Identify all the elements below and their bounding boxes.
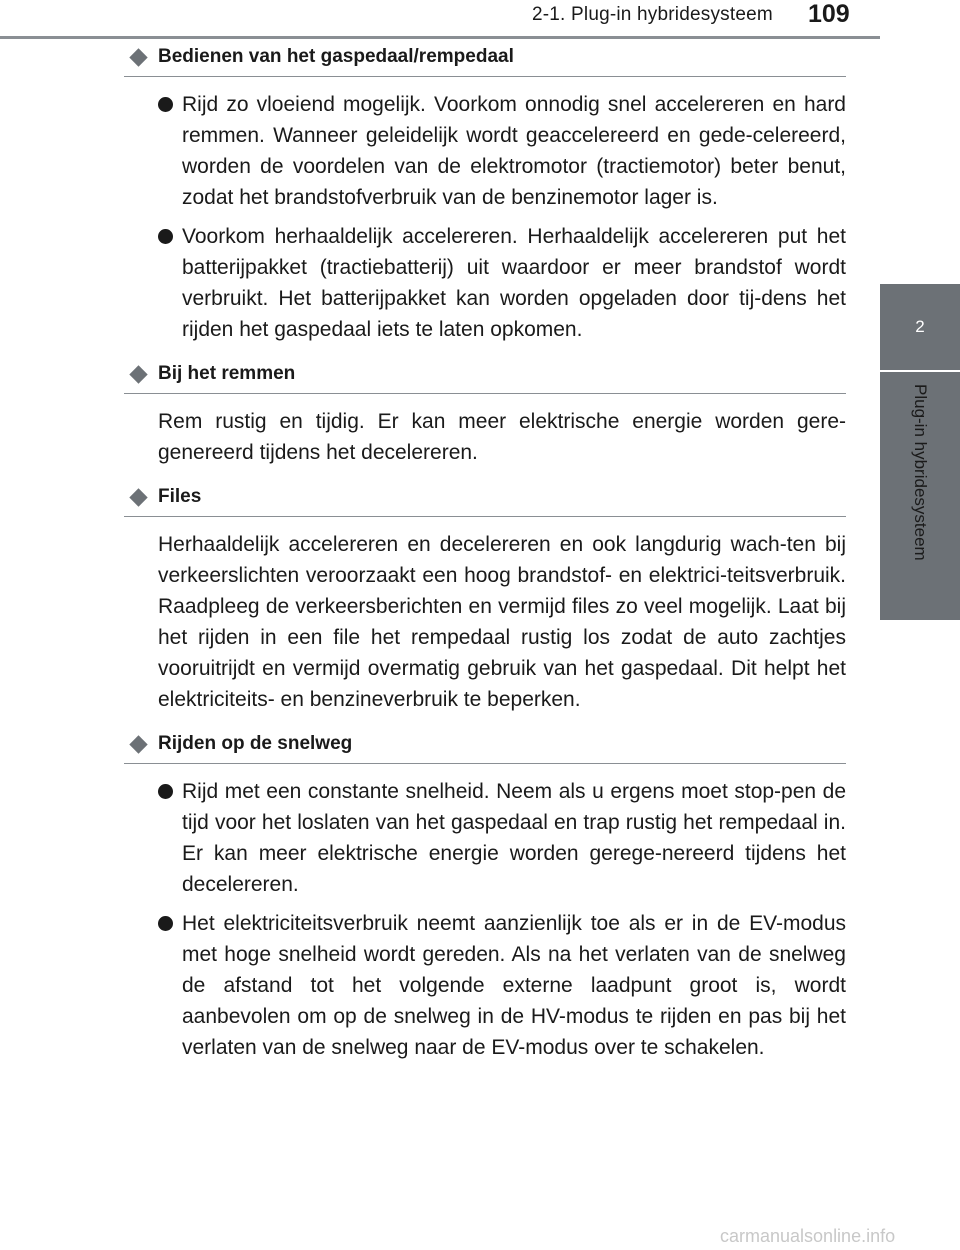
section-snelweg [124, 729, 846, 1063]
diamond-bullet-icon [129, 365, 147, 383]
section-heading-text: Files [158, 486, 202, 507]
chapter-tab-number[interactable]: 2 [880, 284, 960, 370]
section-remmen [124, 359, 846, 468]
section-heading-text: Rijden op de snelweg [158, 733, 353, 754]
list-item-text: Rijd zo vloeiend mogelijk. Voorkom onnodig snel accelereren en hard remmen. Wanneer geleidelijk wordt geaccelereerd en gede-celereerd, worden de voordelen van de elektromotor (tractiemotor) beter benut, zodat het brandstofverbruik van de benzinemotor lager is. [182, 93, 846, 209]
diamond-bullet-icon [129, 488, 147, 506]
list-item [158, 221, 846, 345]
section-heading [124, 359, 846, 394]
page-number: 109 [808, 0, 850, 28]
diamond-bullet-icon [129, 48, 147, 66]
section-paragraph: Rem rustig en tijdig. Er kan meer elektrische energie worden gere-genereerd tijdens het decelereren. [158, 410, 846, 464]
bullet-dot-icon [158, 916, 173, 931]
section-heading [124, 42, 846, 77]
section-heading [124, 482, 846, 517]
section-heading-text: Bedienen van het gaspedaal/rempedaal [158, 46, 514, 67]
bullet-dot-icon [158, 97, 173, 112]
list-item-text: Rijd met een constante snelheid. Neem als u ergens moet stop-pen de tijd voor het loslaten van het gaspedaal en trap rustig het rempedaal in. Er kan meer elektrische energie worden gerege-nereerd tijdens het decelereren. [182, 780, 846, 896]
section-heading-text: Bij het remmen [158, 363, 296, 384]
bullet-dot-icon [158, 229, 173, 244]
watermark-text: carmanualsonline.info [720, 1226, 896, 1246]
section-files [124, 482, 846, 715]
bullet-dot-icon [158, 784, 173, 799]
list-item [158, 908, 846, 1063]
section-paragraph: Herhaaldelijk accelereren en decelereren en ook langdurig wach-ten bij verkeerslichten veroorzaakt een hoog brandstof- en elektrici-teitsverbruik. Raadpleeg de verkeersberichten en vermijd files zo veel mogelijk. Laat bij het rijden in een file het rempedaal rustig los zodat de auto zachtjes vooruitrijdt en vermijd overmatig gebruik van het gaspedaal. Dit helpt het elektriciteits- en benzineverbruik te beperken. [158, 533, 846, 711]
section-heading [124, 729, 846, 764]
list-item [158, 89, 846, 213]
header-divider [0, 36, 880, 39]
list-item-text: Het elektriciteitsverbruik neemt aanzienlijk toe als er in de EV-modus met hoge snelheid wordt gereden. Als na het verlaten van de snelweg de afstand tot het volgende externe laadpunt groot is, wordt aanbevolen om op de snelweg in de HV-modus te rijden en pas bij het verlaten van de snelweg naar de EV-modus over te schakelen. [182, 912, 846, 1059]
list-item [158, 776, 846, 900]
chapter-tab-label[interactable] [880, 372, 960, 620]
chapter-tab-text: Plug-in hybridesysteem [911, 384, 930, 561]
running-header: 2-1. Plug-in hybridesysteem [532, 4, 773, 25]
page-content [124, 42, 846, 1077]
section-gaspedaal [124, 42, 846, 345]
list-item-text: Voorkom herhaaldelijk accelereren. Herhaaldelijk accelereren put het batterijpakket (tractiebatterij) uit waardoor er meer brandstof wordt verbruikt. Het batterijpakket kan worden opgeladen door tij-dens het rijden het gaspedaal iets te laten opkomen. [182, 225, 846, 341]
diamond-bullet-icon [129, 735, 147, 753]
